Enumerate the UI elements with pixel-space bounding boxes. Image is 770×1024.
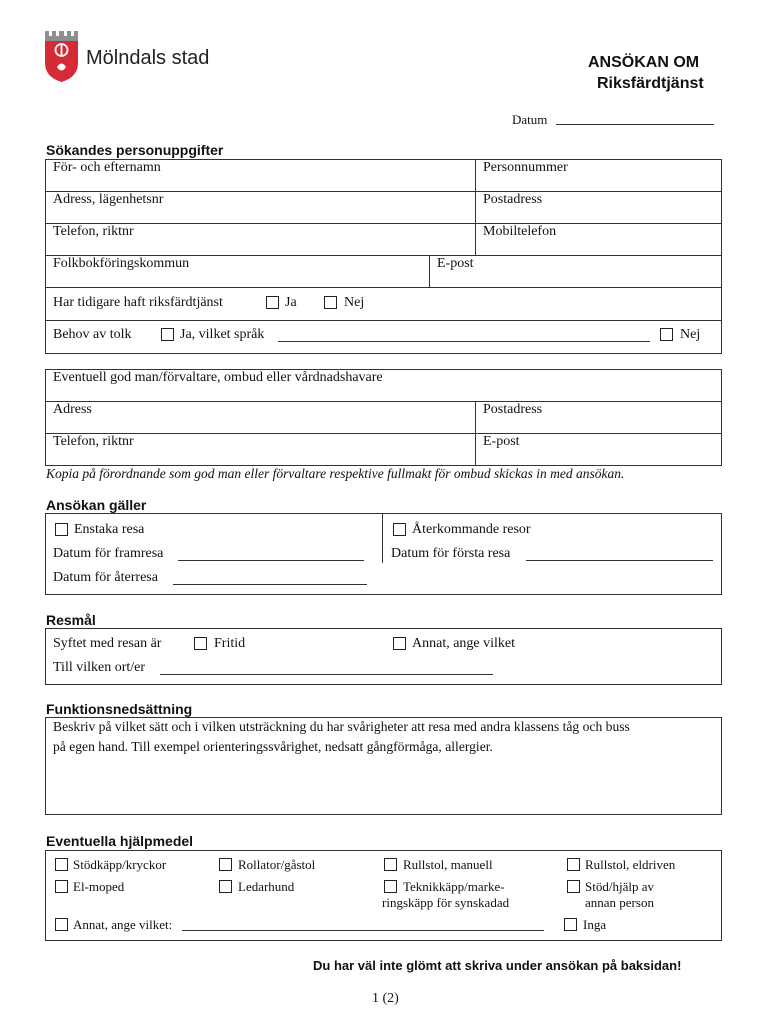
- outbound-date-field[interactable]: [178, 560, 364, 561]
- other-aid-field[interactable]: [182, 930, 544, 931]
- crutches-checkbox[interactable]: [55, 858, 68, 871]
- first-trip-date-field[interactable]: [526, 560, 713, 561]
- moped-label: El-moped: [73, 879, 125, 894]
- previous-yes-checkbox[interactable]: [266, 296, 279, 309]
- address-field[interactable]: Adress, lägenhetsnr: [53, 192, 164, 207]
- leisure-checkbox[interactable]: [194, 637, 207, 650]
- brand-name: Mölndals stad: [86, 47, 210, 69]
- other-aid-checkbox[interactable]: [55, 918, 68, 931]
- municipality-field[interactable]: Folkbokföringskommun: [53, 256, 190, 271]
- white-cane-label-2: ringskäpp för synskadad: [382, 895, 510, 910]
- other-purpose-label: Annat, ange vilket: [412, 636, 516, 651]
- name-field[interactable]: För- och efternamn: [53, 160, 161, 175]
- signature-reminder: Du har väl inte glömt att skriva under ansökan på baksidan!: [313, 958, 682, 973]
- interpreter-no-label: Nej: [680, 327, 701, 342]
- outbound-date-label: Datum för framresa: [53, 546, 164, 561]
- wheelchair-electric-checkbox[interactable]: [567, 858, 580, 871]
- form-title: ANSÖKAN OM: [588, 54, 700, 71]
- logo: [44, 29, 214, 85]
- interpreter-no-checkbox[interactable]: [660, 328, 673, 341]
- wheelchair-electric-label: Rullstol, eldriven: [585, 857, 676, 872]
- other-purpose-checkbox[interactable]: [393, 637, 406, 650]
- guardian-name-field[interactable]: Eventuell god man/förvaltare, ombud eller vårdnadshavare: [53, 370, 383, 385]
- destination-place-field[interactable]: [160, 674, 493, 675]
- interpreter-language-field[interactable]: [278, 341, 650, 342]
- rollator-label: Rollator/gåstol: [238, 857, 316, 872]
- return-date-label: Datum för återresa: [53, 570, 158, 585]
- guide-dog-checkbox[interactable]: [219, 880, 232, 893]
- white-cane-label-1: Teknikkäpp/marke-: [403, 879, 505, 894]
- page-number: 1 (2): [372, 991, 399, 1006]
- wheelchair-manual-checkbox[interactable]: [384, 858, 397, 871]
- previous-yes-label: Ja: [285, 295, 297, 310]
- other-aid-label: Annat, ange vilket:: [73, 917, 173, 932]
- previous-no-checkbox[interactable]: [324, 296, 337, 309]
- single-trip-label: Enstaka resa: [74, 522, 145, 537]
- municipal-crest-icon: [44, 29, 80, 83]
- guardian-phone-field[interactable]: Telefon, riktnr: [53, 434, 134, 449]
- first-trip-date-label: Datum för första resa: [391, 546, 511, 561]
- date-label: Datum: [512, 112, 548, 127]
- disability-heading: Funktionsnedsättning: [46, 701, 193, 717]
- return-date-field[interactable]: [173, 584, 367, 585]
- recurring-trips-checkbox[interactable]: [393, 523, 406, 536]
- personal-heading: Sökandes personuppgifter: [46, 142, 224, 158]
- form-subtitle: Riksfärdtjänst: [597, 75, 704, 92]
- postal-address-field[interactable]: Postadress: [483, 192, 543, 207]
- interpreter-yes-checkbox[interactable]: [161, 328, 174, 341]
- previous-service-label: Har tidigare haft riksfärdtjänst: [53, 295, 223, 310]
- previous-no-label: Nej: [344, 295, 365, 310]
- application-heading: Ansökan gäller: [46, 497, 147, 513]
- crutches-label: Stödkäpp/kryckor: [73, 857, 167, 872]
- purpose-label: Syftet med resan är: [53, 636, 162, 651]
- email-field[interactable]: E-post: [437, 256, 474, 271]
- date-field[interactable]: [556, 124, 714, 125]
- disability-instructions-2: på egen hand. Till exempel orienteringssvårighet, nedsatt gångförmåga, allergier.: [53, 739, 493, 754]
- personal-support-checkbox[interactable]: [567, 880, 580, 893]
- guardian-note: Kopia på förordnande som god man eller förvaltare respektive fullmakt för ombud skickas in med ansökan.: [46, 466, 625, 481]
- moped-checkbox[interactable]: [55, 880, 68, 893]
- disability-instructions-1: Beskriv på vilket sätt och i vilken utsträckning du har svårigheter att resa med andra klassens tåg och buss: [53, 719, 630, 734]
- single-trip-checkbox[interactable]: [55, 523, 68, 536]
- leisure-label: Fritid: [214, 636, 246, 651]
- destination-place-label: Till vilken ort/er: [53, 660, 146, 675]
- guardian-email-field[interactable]: E-post: [483, 434, 520, 449]
- guide-dog-label: Ledarhund: [238, 879, 295, 894]
- personal-support-label-2: annan person: [585, 895, 654, 910]
- phone-field[interactable]: Telefon, riktnr: [53, 224, 134, 239]
- mobile-field[interactable]: Mobiltelefon: [483, 224, 557, 239]
- wheelchair-manual-label: Rullstol, manuell: [403, 857, 493, 872]
- aids-heading: Eventuella hjälpmedel: [46, 833, 194, 849]
- destination-heading: Resmål: [46, 612, 96, 628]
- recurring-trips-label: Återkommande resor: [412, 522, 531, 537]
- personal-support-label-1: Stöd/hjälp av: [585, 879, 654, 894]
- personal-number-field[interactable]: Personnummer: [483, 160, 568, 175]
- interpreter-label: Behov av tolk: [53, 327, 132, 342]
- guardian-address-field[interactable]: Adress: [53, 402, 92, 417]
- no-aid-label: Inga: [583, 917, 607, 932]
- white-cane-checkbox[interactable]: [384, 880, 397, 893]
- guardian-postal-field[interactable]: Postadress: [483, 402, 543, 417]
- no-aid-checkbox[interactable]: [564, 918, 577, 931]
- rollator-checkbox[interactable]: [219, 858, 232, 871]
- interpreter-yes-label: Ja, vilket språk: [180, 327, 265, 342]
